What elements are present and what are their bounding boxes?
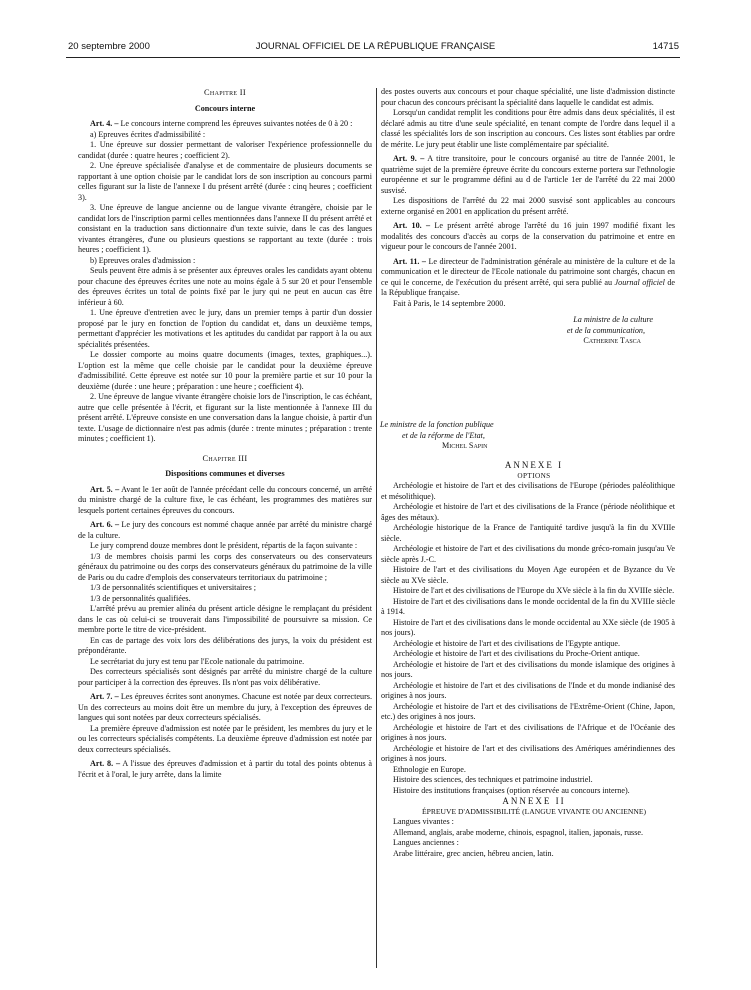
annex-option-item: Archéologie et histoire de l'art et des civilisations des Amériques amérindiennes des origines à nos jours. xyxy=(381,743,675,763)
paragraph: des postes ouverts aux concours et pour chaque spécialité, une liste d'admission distincte pour chacun des concours précisant la spécialité dans laquelle le candidat est admis. xyxy=(381,87,675,107)
paragraph: Le secrétariat du jury est tenu par l'Ecole nationale du patrimoine. xyxy=(90,656,305,666)
annex-option-item: Archéologie historique de la France de l'antiquité tardive jusqu'à la fin du XVIIIe siècle. xyxy=(381,523,675,543)
paragraph: 3. Une épreuve de langue ancienne ou de langue vivante étrangère, choisie par le candidat lors de l'inscription parmi celles mentionnées dans l'annexe II du présent arrêté et consistant en la traduction sans dictionnaire d'un texte suivie, dans le cas des langues vivantes étrangères, d'une ou plusieurs questions se rapportant au texte (durée : trois heures ; coefficient 1). xyxy=(78,203,372,254)
article-label: Art. 10. – xyxy=(393,221,431,230)
annex-subtitle: OPTIONS xyxy=(517,471,551,480)
annex-title: ANNEXE II xyxy=(502,796,566,806)
language-label: Langues vivantes : xyxy=(393,817,454,826)
annex-title: ANNEXE I xyxy=(504,460,564,470)
chapter-heading: Chapitre III xyxy=(202,453,248,463)
article-label: Art. 9. – xyxy=(393,154,425,163)
section-title: Concours interne xyxy=(194,103,256,113)
article-9 xyxy=(381,154,675,196)
signing-line: Fait à Paris, le 14 septembre 2000. xyxy=(393,298,506,308)
article-text: A l'issue des épreuves d'admission et à partir du total des points obtenus à l'écrit et à l'oral, le jury arrête, dans la limite xyxy=(78,759,372,779)
article-text: Le présent arrêté abroge l'arrêté du 16 juin 1997 modifié fixant les modalités des concours d'accès au corps de la conservation du patrimoine et entre en vigueur pour le concours de l'année 2001. xyxy=(381,221,675,251)
article-11 xyxy=(381,257,675,299)
paragraph: L'arrêté prévu au premier alinéa du présent article désigne le remplaçant du président dans le cas où celui-ci se trouverait dans l'impossibilité de poursuivre sa mission. Ce membre porte le titre de vice-président. xyxy=(78,604,372,634)
signatory-title: Le ministre de la fonction publique xyxy=(380,420,494,429)
article-text: Le jury des concours est nommé chaque année par arrêté du ministre chargé de la culture. xyxy=(78,520,372,540)
article-10 xyxy=(381,221,675,253)
annex-1-options xyxy=(381,481,675,796)
header-rule xyxy=(66,57,680,58)
article-label: Art. 7. – xyxy=(90,692,119,701)
signatory-name: Catherine Tasca xyxy=(583,336,641,345)
chapter-heading: Chapitre II xyxy=(204,88,246,97)
header-date: 20 septembre 2000 xyxy=(68,41,150,52)
paragraph: a) Epreuves écrites d'admissibilité : xyxy=(90,129,206,139)
signatory-name: Michel Sapin xyxy=(442,441,488,450)
paragraph: 1. Une épreuve sur dossier permettant de valoriser l'expérience professionnelle du candidat (durée : quatre heures ; coefficient 2). xyxy=(78,140,372,160)
paragraph: Seuls peuvent être admis à se présenter aux épreuves orales les candidats ayant obtenu pour chacune des épreuves écrites une note au moins égale à 5 sur 20 et pour l'ensemble des épreuves écrites un total de points fixé par le jury qui ne peut en aucun cas être inférieur à 60. xyxy=(78,266,372,307)
annex-option-item: Ethnologie en Europe. xyxy=(393,764,466,774)
article-6 xyxy=(78,520,372,541)
annex-option-item: Histoire de l'art et des civilisations du Moyen Age européen et de Byzance du Ve siècle au XVe siècle. xyxy=(381,565,675,585)
annex-option-item: Archéologie et histoire de l'art et des civilisations du Proche-Orient antique. xyxy=(393,649,640,658)
signatory-title: La ministre de la culture xyxy=(573,315,653,324)
article-8 xyxy=(78,759,372,780)
page-header xyxy=(0,41,751,55)
column-divider xyxy=(376,88,377,968)
annex-option-item: Archéologie et histoire de l'art et des civilisations du monde islamique des origines à nos jours. xyxy=(381,659,675,679)
paragraph: b) Epreuves orales d'admission : xyxy=(90,255,196,265)
paragraph: 2. Une épreuve spécialisée d'analyse et de commentaire de plusieurs documents se rapportant à une option choisie par le candidat lors de son inscription au concours parmi celles figurant sur la liste de l'annexe I du présent arrêté (durée : cinq heures ; coefficient 3). xyxy=(78,161,372,202)
annex-option-item: Histoire de l'art et des civilisations dans le monde occidental de la fin du XVIIIe siècle à 1914. xyxy=(381,596,675,616)
paragraph: Le dossier comporte au moins quatre documents (images, textes, graphiques...). L'option est la même que celle choisie par le candidat pour la deuxième épreuve d'admissibilité. Cette épreuve est notée sur 10 pour la première partie et sur 10 pour la deuxième (durée : une heure ; préparation : une heure ; coefficient 4). xyxy=(78,350,372,391)
article-label: Art. 4. – xyxy=(90,119,119,128)
paragraph: Des correcteurs spécialisés sont désignés par arrêté du ministre chargé de la culture pour participer à la correction des épreuves. Ils n'ont pas voix délibérative. xyxy=(78,667,372,687)
article-text: Le concours interne comprend les épreuves suivantes notées de 0 à 20 : xyxy=(118,119,353,128)
signature-block-fonction-publique xyxy=(380,420,674,452)
paragraph: En cas de partage des voix lors des délibérations des jurys, la voix du président est prépondérante. xyxy=(78,635,372,655)
article-5 xyxy=(78,485,372,517)
annex-option-item: Archéologie et histoire de l'art et des civilisations du monde gréco-romain jusqu'au Ve siècle après J.-C. xyxy=(381,544,675,564)
annex-option-item: Archéologie et histoire de l'art et des civilisations de l'Egypte antique. xyxy=(393,638,620,648)
signature-block-culture xyxy=(381,315,675,347)
article-7 xyxy=(78,692,372,724)
paragraph: Le jury comprend douze membres dont le président, répartis de la façon suivante : xyxy=(90,541,358,550)
annex-option-item: Archéologie et histoire de l'art et des civilisations de l'Afrique et de l'Océanie des origines à nos jours. xyxy=(381,722,675,742)
article-text: Le directeur de l'administration générale au ministère de la culture et de la communication et le directeur de l'Ecole nationale du patrimoine sont chargés, chacun en ce qui le concerne, de l'exécution du présent arrêté, qui sera publié au xyxy=(381,256,676,287)
annex-option-item: Archéologie et histoire de l'art et des civilisations de l'Europe (périodes paléolithique et mésolithique). xyxy=(381,481,675,501)
article-text: A titre transitoire, pour le concours organisé au titre de l'année 2001, le quatrième sujet de la première épreuve écrite du concours externe portera sur l'ethnologie européenne et sur le programme défini au d de l'article 1er de l'arrêté du 22 mai 2000 susvisé. xyxy=(381,154,675,195)
article-label: Art. 8. – xyxy=(90,759,121,768)
annex-option-item: Archéologie et histoire de l'art et des civilisations de l'Inde et du monde indianisé des origines à nos jours. xyxy=(381,680,675,700)
article-text: Avant le 1er août de l'année précédant celle du concours concerné, un arrêté du ministre chargé de la culture fixe, le cas échéant, les programmes des matières sur lesquels portent certaines épreuves du concours. xyxy=(78,484,372,515)
annex-option-item: Histoire des sciences, des techniques et patrimoine industriel. xyxy=(393,775,593,784)
article-label: Art. 6. – xyxy=(90,520,120,529)
annex-option-item: Histoire de l'art et des civilisations dans le monde occidental au XXe siècle (de 1905 à nos jours). xyxy=(381,617,675,637)
article-text: Les épreuves écrites sont anonymes. Chacune est notée par deux correcteurs. Un des correcteurs au moins doit être un membre du jury, à l'exception des épreuves de langues qui sont notées par deux correcteurs spécialisés. xyxy=(78,692,372,722)
paragraph: Lorsqu'un candidat remplit les conditions pour être admis dans deux spécialités, il est déclaré admis au titre d'une seule spécialité, en tenant compte de l'ordre dans lequel il a classé les spécialités lors de son inscription au concours. Ces listes sont établies par ordre de mérite. Le jury peut établir une liste complémentaire par spécialité. xyxy=(381,108,675,149)
page-number: 14715 xyxy=(652,41,679,52)
right-column xyxy=(381,87,675,347)
paragraph: 1/3 de personnalités scientifiques et universitaires ; xyxy=(90,583,257,592)
paragraph: 1/3 de personnalités qualifiées. xyxy=(90,593,191,603)
signatory-title: et de la communication, xyxy=(566,325,645,335)
annexes xyxy=(381,460,675,859)
annex-option-item: Archéologie et histoire de l'art et des civilisations de l'Extrême-Orient (Chine, Japon, etc.) des origines à nos jours. xyxy=(381,701,675,721)
paragraph: La première épreuve d'admission est notée par le président, les membres du jury et le ou les correcteurs spécialisés compétents. La deuxième épreuve d'admission est notée par deux correcteurs spécialisés. xyxy=(78,723,372,754)
article-label: Art. 11. – xyxy=(393,256,426,266)
annex-option-item: Archéologie et histoire de l'art et des civilisations de la France (période néolithique et âges des métaux). xyxy=(381,502,675,522)
paragraph: 1/3 de membres choisis parmi les corps des conservateurs ou des conservateurs généraux du patrimoine ou des corps des conservateurs généraux du patrimoine de la ville de Paris ou du cadre d'emplois des conservateurs territoriaux du patrimoine ; xyxy=(78,551,372,582)
language-label: Langues anciennes : xyxy=(393,838,459,847)
signatory-title: et de la réforme de l'Etat, xyxy=(402,430,485,440)
annex-subtitle: ÉPREUVE D'ADMISSIBILITÉ (LANGUE VIVANTE OU ANCIENNE) xyxy=(421,806,647,816)
journal-name: Journal officiel xyxy=(614,277,665,287)
section-title: Dispositions communes et diverses xyxy=(165,469,285,478)
journal-title: JOURNAL OFFICIEL DE LA RÉPUBLIQUE FRANÇAISE xyxy=(255,41,496,52)
article-text: de la République française. xyxy=(381,277,676,297)
paragraph: 2. Une épreuve de langue vivante étrangère choisie lors de l'inscription, le cas échéant, autre que celle présentée à l'écrit, et figurant sur la liste mentionnée à l'annexe III du présent arrêté. L'épreuve consiste en une conversation dans la langue choisie, à partir d'un texte. L'usage de dictionnaire n'est pas admis (durée : trente minutes ; préparation : trente minutes ; coefficient 1). xyxy=(78,392,372,443)
annex-option-item: Histoire des institutions françaises (option réservée au concours interne). xyxy=(393,785,630,795)
article-label: Art. 5. – xyxy=(90,484,120,494)
left-column xyxy=(78,88,372,780)
paragraph: Les dispositions de l'arrêté du 22 mai 2000 susvisé sont applicables au concours externe organisé en 2001 en application du présent arrêté. xyxy=(381,196,675,216)
article-4 xyxy=(78,119,372,130)
language-list: Allemand, anglais, arabe moderne, chinois, espagnol, italien, japonais, russe. xyxy=(393,827,643,837)
language-list: Arabe littéraire, grec ancien, hébreu ancien, latin. xyxy=(393,848,554,858)
paragraph: 1. Une épreuve d'entretien avec le jury, dans un premier temps à partir d'un dossier proposé par le jury en fonction de l'option du candidat et, dans un deuxième temps, permettant d'apprécier les motivations et les aptitudes du candidat par rapport à la ou aux spécialités présentées. xyxy=(78,308,372,349)
annex-option-item: Histoire de l'art et des civilisations de l'Europe du XVe siècle à la fin du XVIIIe siècle. xyxy=(393,586,675,595)
